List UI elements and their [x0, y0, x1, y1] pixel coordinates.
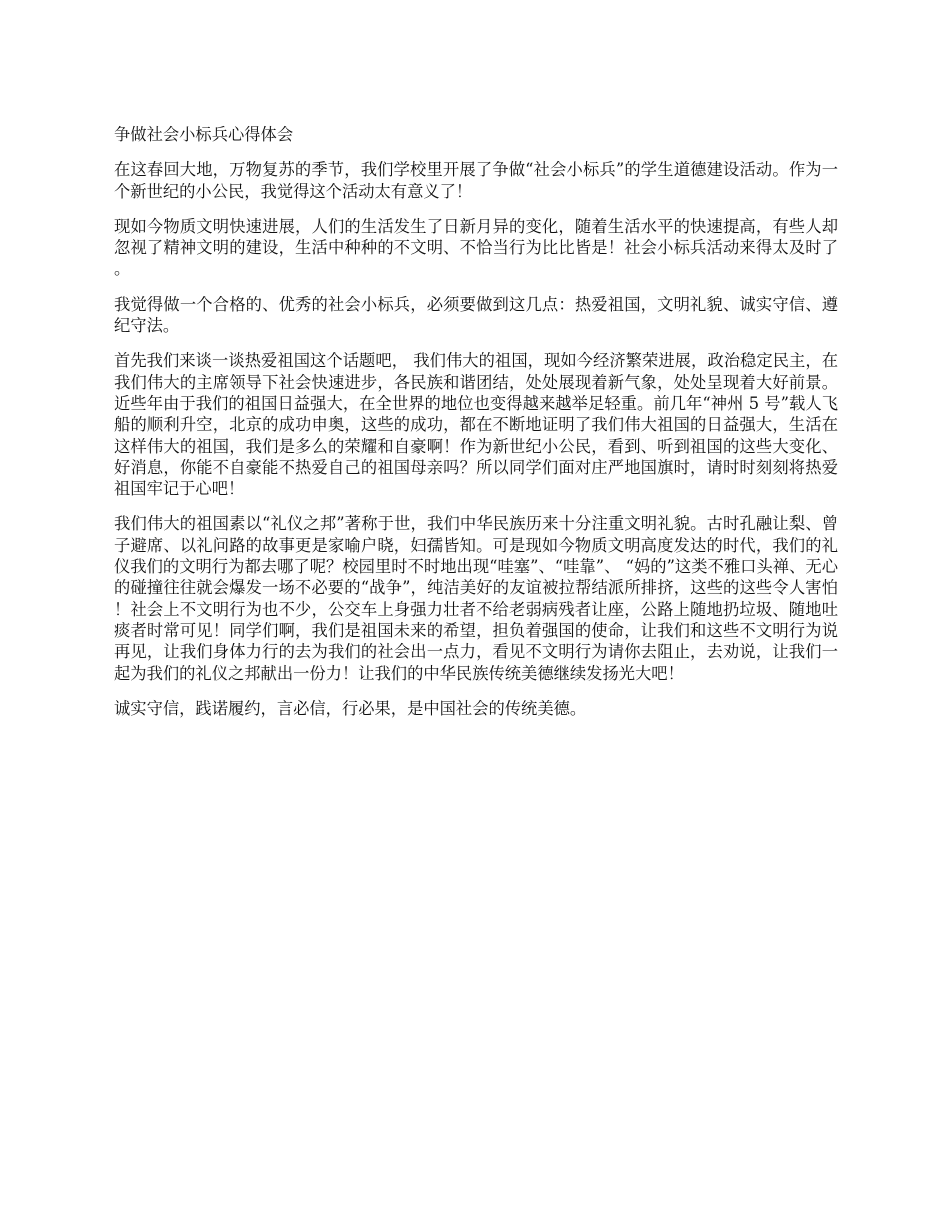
paragraph-background: 现如今物质文明快速进展，人们的生活发生了日新月异的变化，随着生活水平的快速提高，有些人却忽视了精神文明的建设，生活中种种的不文明、不恰当行为比比皆是！社会小标兵活动来得太及时了。	[114, 216, 838, 279]
document-page	[114, 124, 838, 733]
paragraph-honesty: 诚实守信，践诺履约，言必信，行必果，是中国社会的传统美德。	[114, 698, 587, 718]
paragraph-requirements: 我觉得做一个合格的、优秀的社会小标兵，必须要做到这几点：热爱祖国，文明礼貌、诚实守信、遵纪守法。	[114, 294, 838, 336]
paragraph-etiquette: 我们伟大的祖国素以“礼仪之邦”著称于世，我们中华民族历来十分注重文明礼貌。古时孔融让梨、曾子避席、以礼问路的故事更是家喻户晓，妇孺皆知。可是现如今物质文明高度发达的时代，我们的礼仪我们的文明行为都去哪了呢？校园里时不时地出现“哇塞”、“哇靠”、 “妈的”这类不雅口头禅、无心的碰撞往往就会爆发一场不必要的“战争”，纯洁美好的友谊被拉帮结派所排挤，这些的这些令人害怕！社会上不文明行为也不少，公交车上身强力壮者不给老弱病残者让座，公路上随地扔垃圾、随地吐痰者时常可见！同学们啊，我们是祖国未来的希望，担负着强国的使命，让我们和这些不文明行为说再见，让我们身体力行的去为我们的社会出一点力，看见不文明行为请你去阻止，去劝说，让我们一起为我们的礼仪之邦献出一份力！让我们的中华民族传统美德继续发扬光大吧！	[114, 514, 838, 683]
paragraph-intro: 在这春回大地，万物复苏的季节，我们学校里开展了争做“社会小标兵”的学生道德建设活动。作为一个新世纪的小公民，我觉得这个活动太有意义了！	[114, 160, 838, 201]
paragraph-love-country: 首先我们来谈一谈热爱祖国这个话题吧， 我们伟大的祖国，现如今经济繁荣进展，政治稳定民主，在我们伟大的主席领导下社会快速进步，各民族和谐团结，处处展现着新气象，处处呈现着大好前景。近些年由于我们的祖国日益强大，在全世界的地位也变得越来越举足轻重。前几年“神州 5 号”载人飞船的顺利升空，北京的成功申奥，这些的成功，都在不断地证明了我们伟大祖国的日益强大，生活在这样伟大的祖国，我们是多么的荣耀和自豪啊！作为新世纪小公民，看到、听到祖国的这些大变化、好消息，你能不自豪能不热爱自己的祖国母亲吗？所以同学们面对庄严地国旗时，请时时刻刻将热爱祖国牢记于心吧！	[114, 351, 838, 499]
document-title: 争做社会小标兵心得体会	[114, 125, 294, 144]
